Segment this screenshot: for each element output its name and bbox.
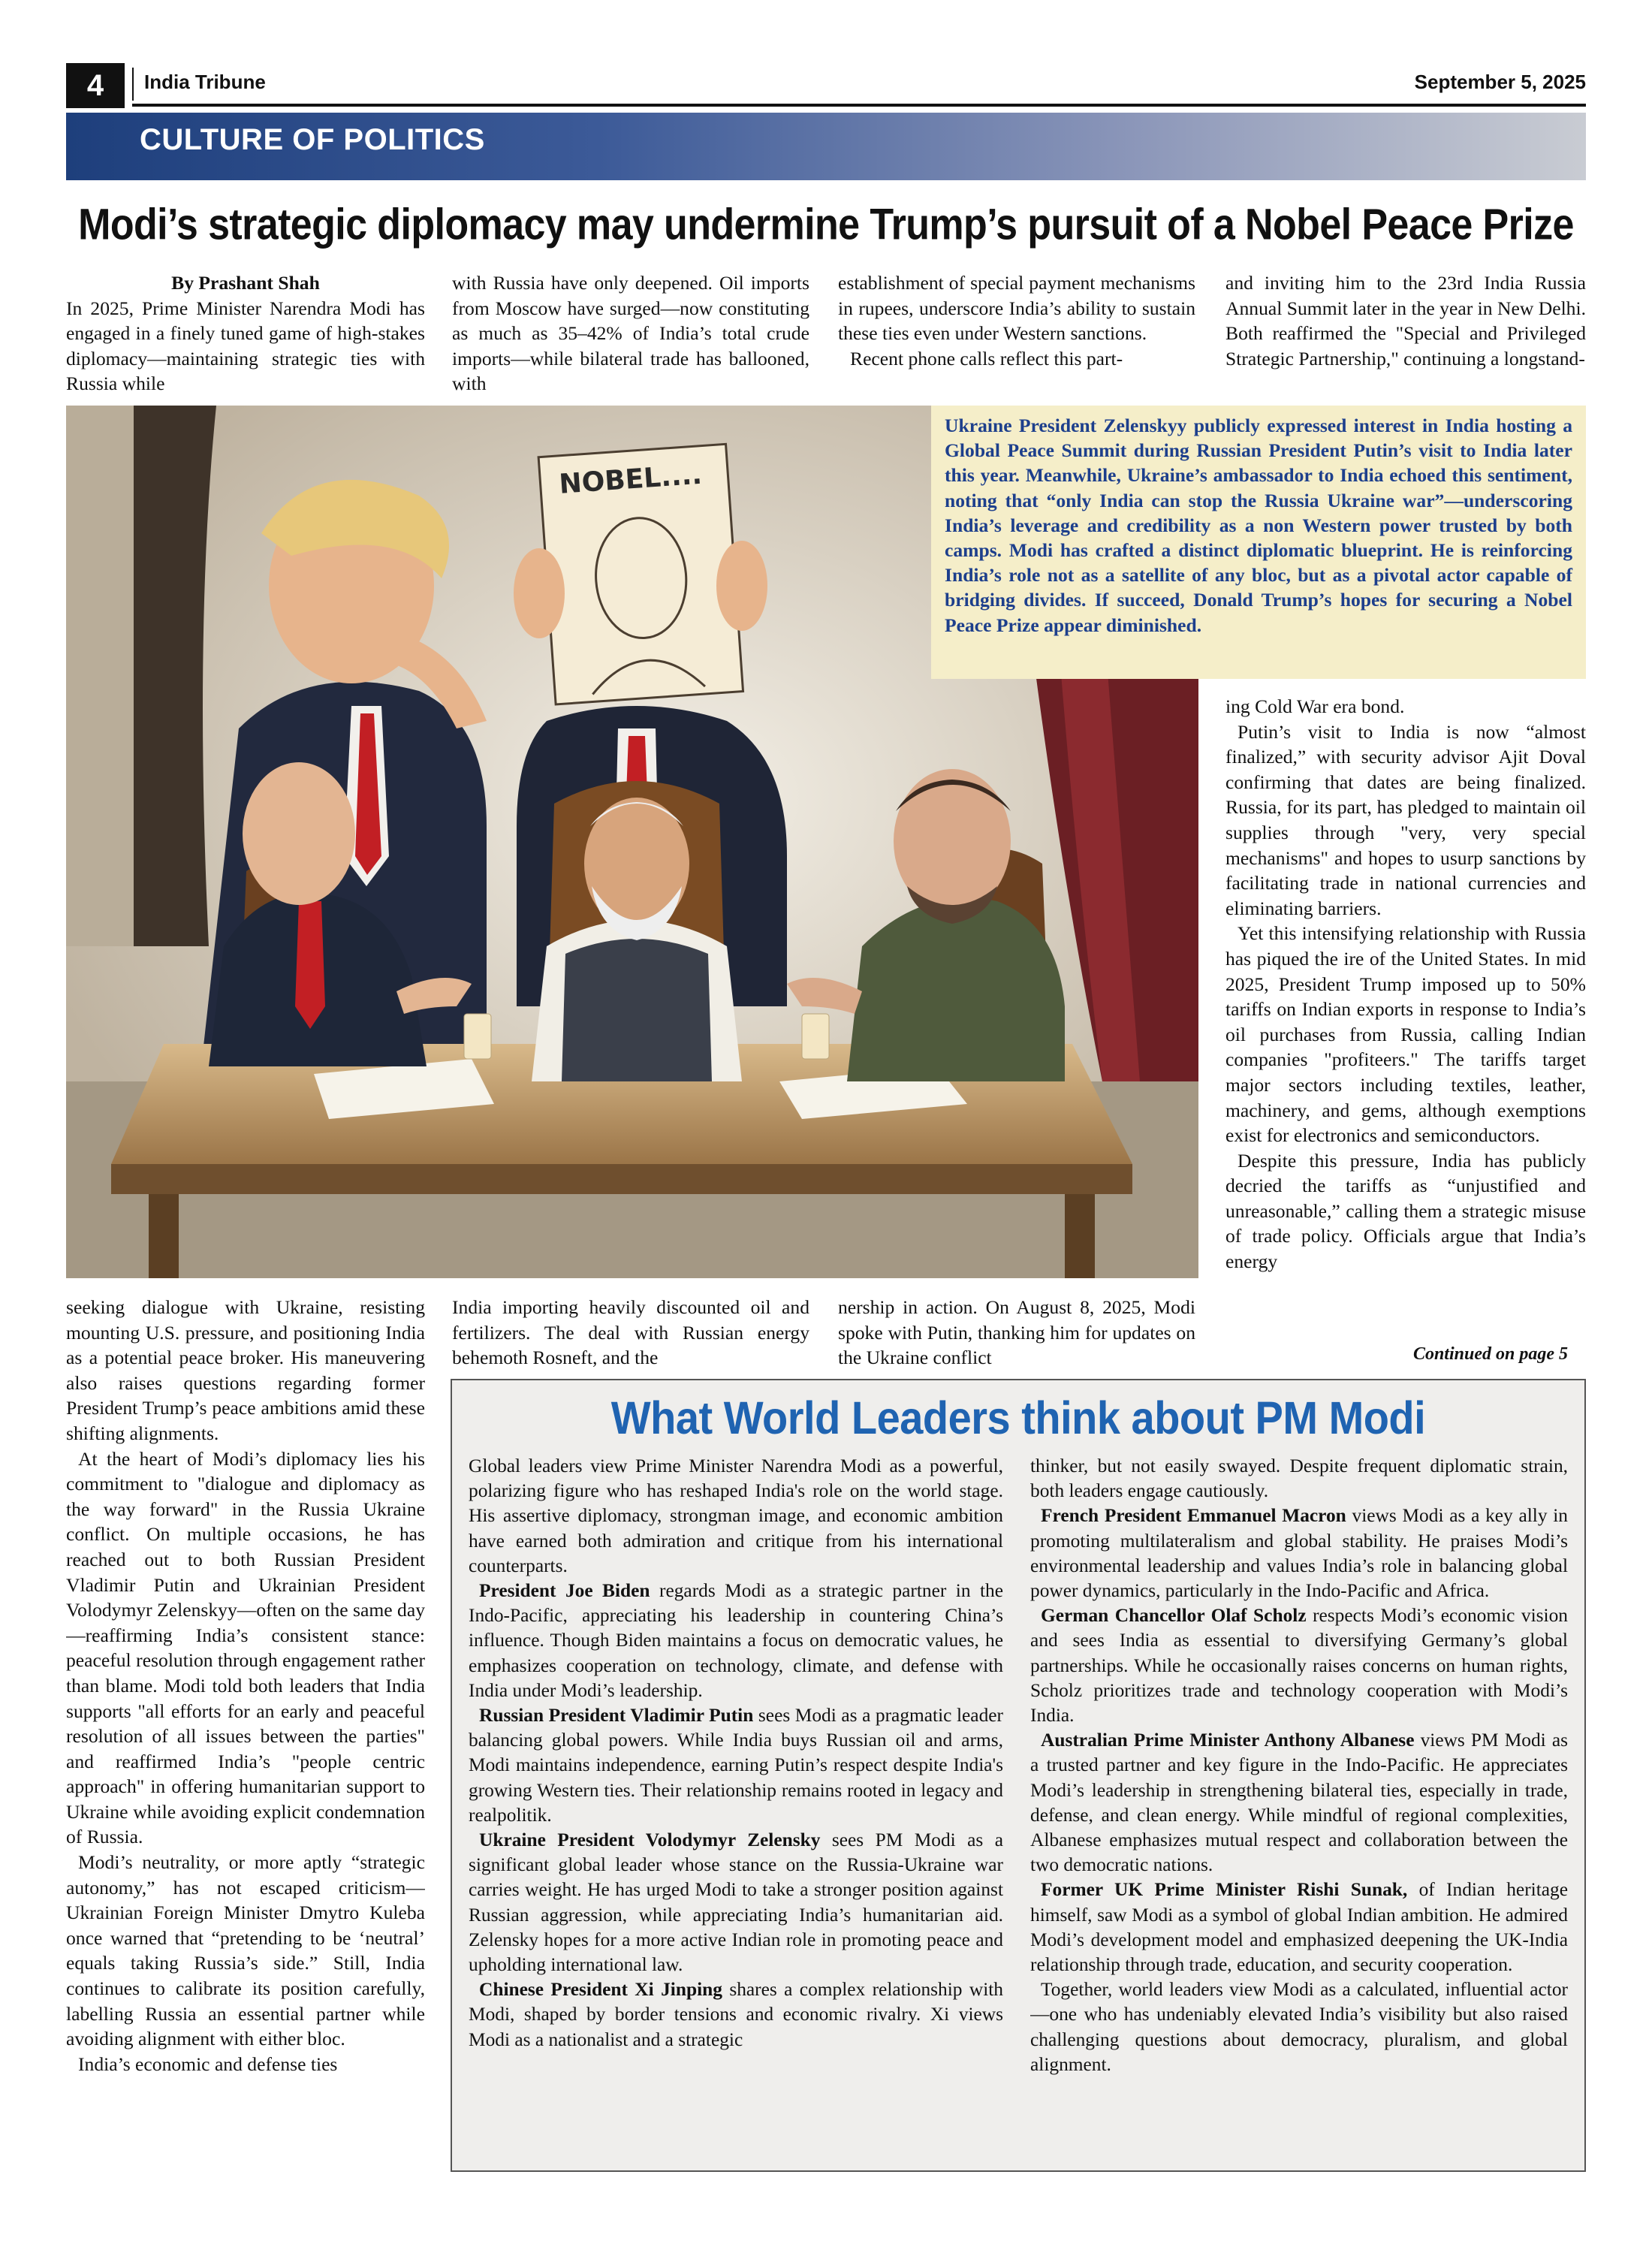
leader-text: of Indian heritage himself, saw Modi as a symbol of global Indian ambition. He admired Modi’s development model and emphasized deepening the UK-India relationship through trade, education, and security cooperation. (1030, 1879, 1568, 1976)
paragraph: and inviting him to the 23rd India Russia Annual Summit later in the year in New Delhi. Both reaffirmed the "Special and Privileged Strategic Partnership," continuing a longstand- (1225, 272, 1586, 369)
pull-quote-box (931, 406, 1586, 679)
column-3-bottom (838, 1295, 1195, 1371)
column-2-top (452, 270, 809, 397)
continued-note: Continued on page 5 (1412, 1344, 1568, 1364)
leader-name: French President Emmanuel Macron (1041, 1505, 1346, 1527)
page-number (66, 63, 125, 108)
box-column-2 (1030, 1454, 1568, 2160)
paragraph: India’s economic and defense ties (78, 2052, 338, 2075)
leader-text: regards Modi as a strategic partner in the Indo-Pacific, appreciating his leadership in countering China’s influence. Though Biden maintains a focus on democratic values, he emphasizes cooperation on technology, climate, and defense with India under Modi’s leadership. (469, 1580, 1003, 1701)
masthead-divider (132, 68, 134, 101)
leader-paragraph (1030, 1878, 1568, 1977)
box-column-1 (469, 1454, 1003, 2160)
leader-name: German Chancellor Olaf Scholz (1041, 1605, 1307, 1627)
column-1-top (66, 270, 425, 397)
column-4-middle (1225, 694, 1586, 1355)
paragraph: In 2025, Prime Minister Narendra Modi has engaged in a finely tuned game of high-stakes diplomacy—maintaining strategic ties with Russia while (66, 297, 425, 395)
paragraph: seeking dialogue with Ukraine, resisting mounting U.S. pressure, and positioning India as a potential peace broker. His maneuvering also raises questions regarding former President Trump’s peace ambitions amid these shifting alignments. (66, 1296, 425, 1444)
leader-text: respects Modi’s economic vision and sees India as essential to diversifying Germany’s global partnerships. While he occasionally raises concerns on human rights, Scholz prioritizes trade and technology cooperation with Modi’s India. (1030, 1605, 1568, 1727)
leader-name: Former UK Prime Minister Rishi Sunak, (1041, 1879, 1408, 1901)
section-label: CULTURE OF POLITICS (140, 123, 485, 156)
paragraph: India importing heavily discounted oil and fertilizers. The deal with Russian energy behemoth Rosneft, and the (452, 1296, 809, 1369)
box-intro: Global leaders view Prime Minister Narendra Modi as a powerful, polarizing figure who has reshaped India's role on the world stage. His assertive diplomacy, strongman image, and economic ambition have earned both admiration and critique from his international counterparts. (469, 1455, 1003, 1576)
paragraph: ing Cold War era bond. (1225, 695, 1405, 717)
column-2-bottom (452, 1295, 809, 1371)
paragraph: Recent phone calls reflect this part- (850, 347, 1123, 369)
box-paragraph: thinker, but not easily swayed. Despite frequent diplomatic strain, both leaders engage cautiously. (1030, 1455, 1568, 1502)
publication-name: India Tribune (144, 71, 266, 93)
leader-name: Australian Prime Minister Anthony Albanese (1041, 1730, 1415, 1751)
column-4-top (1225, 270, 1586, 371)
paragraph: Despite this pressure, India has publicly decried the tariffs as “unjustified and unreasonable,” calling them a strategic misuse of trade policy. Officials argue that India’s energy (1225, 1149, 1586, 1273)
pull-quote-text: Ukraine President Zelenskyy publicly expressed interest in India hosting a Global Peace Summit during Russian President Putin’s visit to India later this year. Meanwhile, Ukraine’s ambassador to India echoed this sentiment, noting that “only India can stop the Russia Ukraine war”—underscoring India’s leverage and credibility as a non Western power trusted by both camps. Modi has crafted a distinct diplomatic blueprint. He is reinforcing India’s role not as a satellite of any bloc, but as a pivotal actor capable of bridging divides. If succeed, Donald Trump’s hopes for securing a Nobel Peace Prize appear diminished. (945, 415, 1572, 636)
byline: By Prashant Shah (171, 272, 320, 294)
leader-paragraph (469, 1579, 1003, 1703)
leader-text: sees PM Modi as a significant global leader whose stance on the Russia-Ukraine war carries weight. He has urged Modi to take a stronger position against Russian aggression, while appreciating India’s humanitarian aid. Zelensky hopes for a more active Indian role in promoting peace and upholding international law. (469, 1829, 1003, 1976)
paragraph: establishment of special payment mechanisms in rupees, underscore India’s ability to sustain these ties even under Western sanctions. (838, 272, 1195, 345)
issue-date: September 5, 2025 (1414, 71, 1586, 93)
leader-paragraph (1030, 1504, 1568, 1603)
paragraph: Putin’s visit to India is now “almost finalized,” with security advisor Ajit Doval confirming that dates are being finalized. Russia, for its part, has pledged to maintain oil supplies through "very, very special mechanisms" and hopes to usurp sanctions by facilitating trade in national currencies and eliminating barriers. (1225, 720, 1586, 919)
box-closing: Together, world leaders view Modi as a calculated, influential actor—one who has undeniably elevated India’s visibility but also raised challenging questions about democracy, pluralism, and global alignment. (1030, 1979, 1568, 2075)
page-number-text: 4 (86, 68, 104, 102)
leader-text: shares a complex relationship with Modi, shaped by border tensions and economic rivalry. Xi views Modi as a nationalist and a strategic (469, 1979, 1003, 2050)
paragraph: with Russia have only deepened. Oil imports from Moscow have surged—now constituting as much as 35–42% of India’s total crude imports—while bilateral trade has ballooned, with (452, 272, 809, 395)
box-title: What World Leaders think about PM Modi (610, 1392, 1426, 1444)
leader-name: Chinese President Xi Jinping (479, 1979, 722, 2001)
paragraph: Yet this intensifying relationship with Russia has piqued the ire of the United States. In mid 2025, President Trump imposed up to 50% tariffs on Indian exports in response to India’s oil purchases from Russia, calling Indian companies "profiteers." The tariffs target major sectors including textiles, leather, machinery, and gems, although exemptions exist for electronics and semiconductors. (1225, 922, 1586, 1147)
paragraph: At the heart of Modi’s diplomacy lies his commitment to "dialogue and diplomacy as the way forward" in the Russia Ukraine conflict. On multiple occasions, he has reached out to both Russian President Vladimir Putin and Ukrainian President Volodymyr Zelenskyy—often on the same day—reaffirming India’s consistent stance: peaceful resolution through engagement rather than blame. Modi told both leaders that India supports "all efforts for an early and peaceful resolution of all issues between the parties" and reaffirmed India’s "people centric approach" in offering humanitarian support to Ukraine while avoiding explicit condemnation of Russia. (66, 1447, 425, 1848)
masthead-rule (132, 104, 1586, 107)
leader-text: views PM Modi as a trusted partner and key figure in the Indo-Pacific. He appreciates Modi’s leadership in strengthening bilateral ties, especially in trade, defense, and clean energy. While mindful of regional complexities, Albanese emphasizes mutual respect and collaboration between the two democratic nations. (1030, 1730, 1568, 1876)
column-1-bottom (66, 1295, 425, 2173)
leader-paragraph (1030, 1603, 1568, 1728)
paragraph: Modi’s neutrality, or more aptly “strategic autonomy,” has not escaped criticism—Ukrainian Foreign Minister Dmytro Kuleba once warned that “pretending to be ‘neutral’ equals taking Russia’s side.” Still, India continues to calibrate its position carefully, labelling Russia an essential partner while avoiding alignment with either bloc. (66, 1851, 425, 2050)
column-3-top (838, 270, 1195, 371)
leader-name: President Joe Biden (479, 1580, 650, 1602)
leader-paragraph (469, 1828, 1003, 1977)
article-headline: Modi’s strategic diplomacy may undermine Trump’s pursuit of a Nobel Peace Prize (78, 201, 1574, 250)
leader-paragraph (469, 1977, 1003, 2052)
leader-name: Ukraine President Volodymyr Zelensky (479, 1829, 821, 1851)
sign-text: NOBEL.... (558, 459, 704, 500)
leader-paragraph (469, 1703, 1003, 1828)
leader-paragraph (1030, 1728, 1568, 1878)
leader-text: sees Modi as a pragmatic leader balancing global powers. While India buys Russian oil and arms, Modi maintains independence, earning Putin’s respect despite India's growing Western ties. Their relationship remains rooted in legacy and realpolitik. (469, 1705, 1003, 1826)
leader-text: views Modi as a key ally in promoting multilateralism and global stability. He praises Modi’s environmental leadership and values India’s role in balancing global power dynamics, particularly in the Indo-Pacific and Africa. (1030, 1505, 1568, 1602)
leader-name: Russian President Vladimir Putin (479, 1705, 754, 1727)
paragraph: nership in action. On August 8, 2025, Modi spoke with Putin, thanking him for updates on the Ukraine conflict (838, 1296, 1195, 1369)
